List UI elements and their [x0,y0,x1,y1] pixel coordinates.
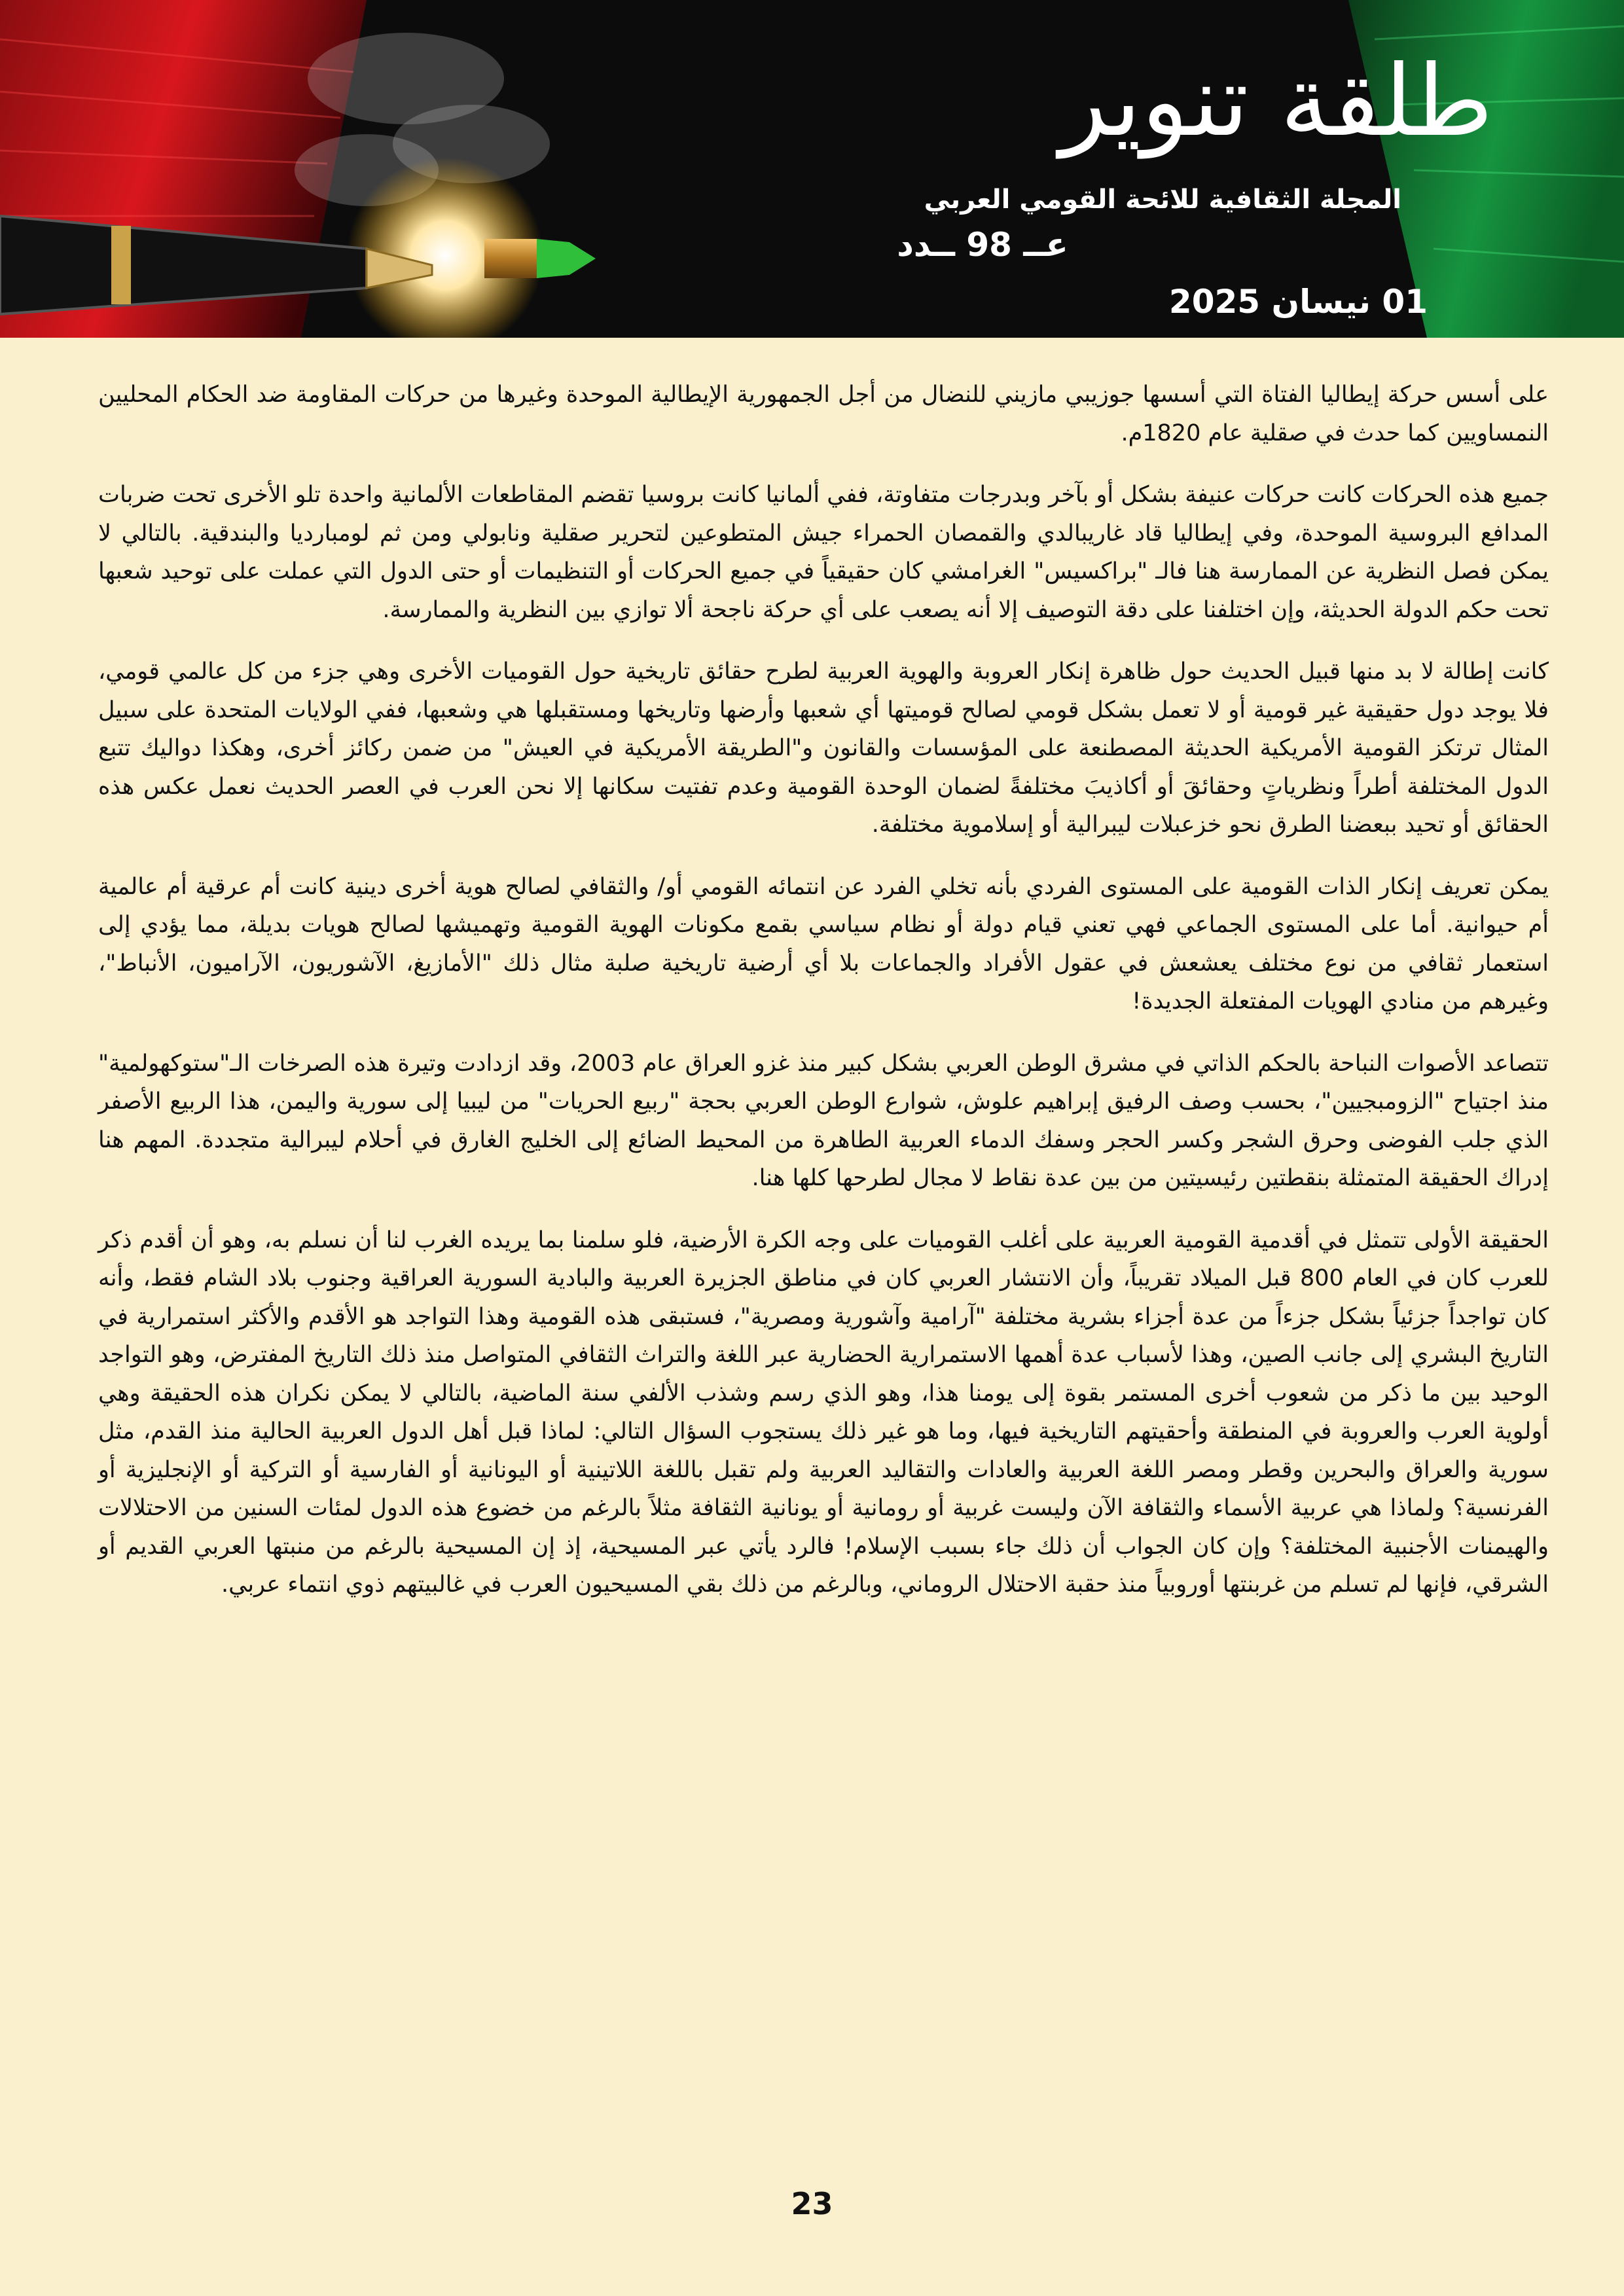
issue-label [852,226,1113,264]
article-paragraph: تتصاعد الأصوات النباحة بالحكم الذاتي في مشرق الوطن العربي بشكل كبير منذ غزو العراق عام 2003، وقد ازدادت وتيرة هذه الصرخات الـ"ستوكهولمية" منذ اجتياح "الزومبجيين"، بحسب وصف الرفيق إبراهيم علوش، شوارع الوطن العربي بحجة "ربيع الحريات" من ليبيا إلى سورية واليمن، هذا الربيع الأصفر الذي جلب الفوضى وحرق الشجر وكسر الحجر وسفك الدماء العربية الطاهرة من المحيط الضائع إلى الخليج الغارق في أحلام ليبرالية متجددة. المهم هنا إدراك الحقيقة المتمثلة بنقطتين رئيسيتين من بين عدة نقاط لا مجال لطرحها كلها هنا. [98,1050,1549,1191]
issue-date: 01 نيسان 2025 [1168,283,1428,321]
magazine-subtitle: المجلة الثقافية للائحة القومي العربي [924,185,1401,215]
issue-number: 98 [966,226,1012,264]
issue-prefix: عــ [1023,226,1068,264]
article-paragraph: الحقيقة الأولى تتمثل في أقدمية القومية العربية على أغلب القوميات على وجه الكرة الأرضية، فلو سلمنا بما يريده الغرب لنا أن نسلم به، وهو أن أقدم ذكر للعرب كان في العام 800 قبل الميلاد تقريباً، وأن الانتشار العربي كان في مناطق الجزيرة العربية والبادية السورية العراقية وجنوب بلاد الشام فقط، وأنه كان تواجداً جزئياً بشكل جزءاً من عدة أجزاء بشرية مختلفة "آرامية وآشورية ومصرية"، فستبقى هذه القومية وهذا التواجد هو الأقدم والأكثر استمرارية في التاريخ البشري إلى جانب الصين، وهذا لأسباب عدة أهمها الاستمرارية الحضارية عبر اللغة والتراث الثقافي المتواصل منذ ذلك التاريخ المفترض، وهو التواجد الوحيد بين ما ذكر من شعوب أخرى المستمر بقوة إلى يومنا هذا، وهو الذي رسم وشذب الألفي سنة الماضية، بالتالي لا يمكن نكران هذه الحقيقة وهي أولوية العرب والعروبة في المنطقة وأحقيتهم التاريخية فيها، وما هو غير ذلك يستجوب السؤال التالي: لماذا قبل أهل الدول العربية الحالية منذ القدم، مثل سورية والعراق والبحرين وقطر ومصر اللغة العربية والعادات والتقاليد العربية ولم تقبل باللغة اللاتينية أو اليونانية أو الفارسية أو التركية أو الإنجليزية أو الفرنسية؟ ولماذا هي عربية الأسماء والثقافة الآن وليست غربية أو رومانية أو يونانية الثقافة مثلاً بالرغم من خضوع هذه الدول لمئات السنين من الاحتلالات والهيمنات الأجنبية المختلفة؟ وإن كان الجواب أن ذلك جاء بسبب الإسلام! فالرد يأتي عبر المسيحية، إذ إن المسيحية بالرغم من منبتها العربي القديم أو الشرقي، فإنها لم تسلم من غربنتها أوروبياً منذ حقبة الاحتلال الروماني، وبالرغم من ذلك بقي المسيحيون العرب في غالبيتهم ذوي انتماء عربي. [98,1227,1549,1598]
magazine-title: طلقة تنوير [1059,45,1493,158]
article-body [98,376,1549,1628]
article-paragraph: على أسس حركة إيطاليا الفتاة التي أسسها جوزيبي مازيني للنضال من أجل الجمهورية الإيطالية الموحدة وغيرها من حركات المقاومة ضد الحكام المحليين النمساويين كما حدث في صقلية عام 1820م. [98,382,1549,446]
article-paragraph: يمكن تعريف إنكار الذات القومية على المستوى الفردي بأنه تخلي الفرد عن انتمائه القومي أو/ والثقافي لصالح هوية أخرى دينية كانت أم عرقية أم عالمية أم حيوانية. أما على المستوى الجماعي فهي تعني قيام دولة أو نظام سياسي بقمع مكونات الهوية القومية وتهميشها لصالح هويات بديلة، مما يؤدي إلى استعمار ثقافي من نوع مختلف يعشعش في عقول الأفراد والجماعات بلا أي أرضية تاريخية صلبة مثال ذلك "الأمازيغ، الآشوريون، الآراميون، الأنباط"، وغيرهم من منادي الهويات المفتعلة الجديدة! [98,873,1549,1014]
article-paragraph: كانت إطالة لا بد منها قبيل الحديث حول ظاهرة إنكار العروبة والهوية العربية لطرح حقائق تاريخية حول القوميات الأخرى وهي جزء من كل عالمي قومي، فلا يوجد دول حقيقية غير قومية أو لا تعمل بشكل قومي لصالح قوميتها أي شعبها وأرضها وتاريخها ومستقبلها هي وشعبها، ففي الولايات المتحدة على سبيل المثال ترتكز القومية الأمريكية الحديثة المصطنعة على المؤسسات والقانون و"الطريقة الأمريكية في العيش" من ضمن ركائز أخرى، وهكذا دواليك تتبع الدول المختلفة أطراً ونظرياتٍ وحقائقَ أو أكاذيبَ مختلفةً لضمان الوحدة القومية وعدم تفتيت سكانها إلا نحن العرب في العصر الحديث نعمل عكس هذه الحقائق أو تحيد ببعضنا الطرق نحو خزعبلات ليبرالية أو إسلاموية مختلفة. [98,658,1549,838]
magazine-header [0,0,1624,338]
article-paragraph: جميع هذه الحركات كانت حركات عنيفة بشكل أو بآخر وبدرجات متفاوتة، ففي ألمانيا كانت بروسيا تقضم المقاطعات الألمانية واحدة تلو الأخرى تحت ضربات المدافع البروسية الموحدة، وفي إيطاليا قاد غاريبالدي والقمصان الحمراء جيش المتطوعين لتحرير صقلية ونابولي ومن ثم لومبارديا والبندقية. بالتالي لا يمكن فصل النظرية عن الممارسة هنا فالـ "براكسيس" الغرامشي كان حقيقياً في جميع الحركات أو التنظيمات أو حتى الدول التي عملت على توحيد شعبها تحت حكم الدولة الحديثة، وإن اختلفنا على دقة التوصيف إلا أنه يصعب على أي حركة ناجحة ألا توازي بين النظرية والممارسة. [98,482,1549,623]
page-number: 23 [791,2186,833,2221]
issue-suffix: ــدد [897,226,955,264]
